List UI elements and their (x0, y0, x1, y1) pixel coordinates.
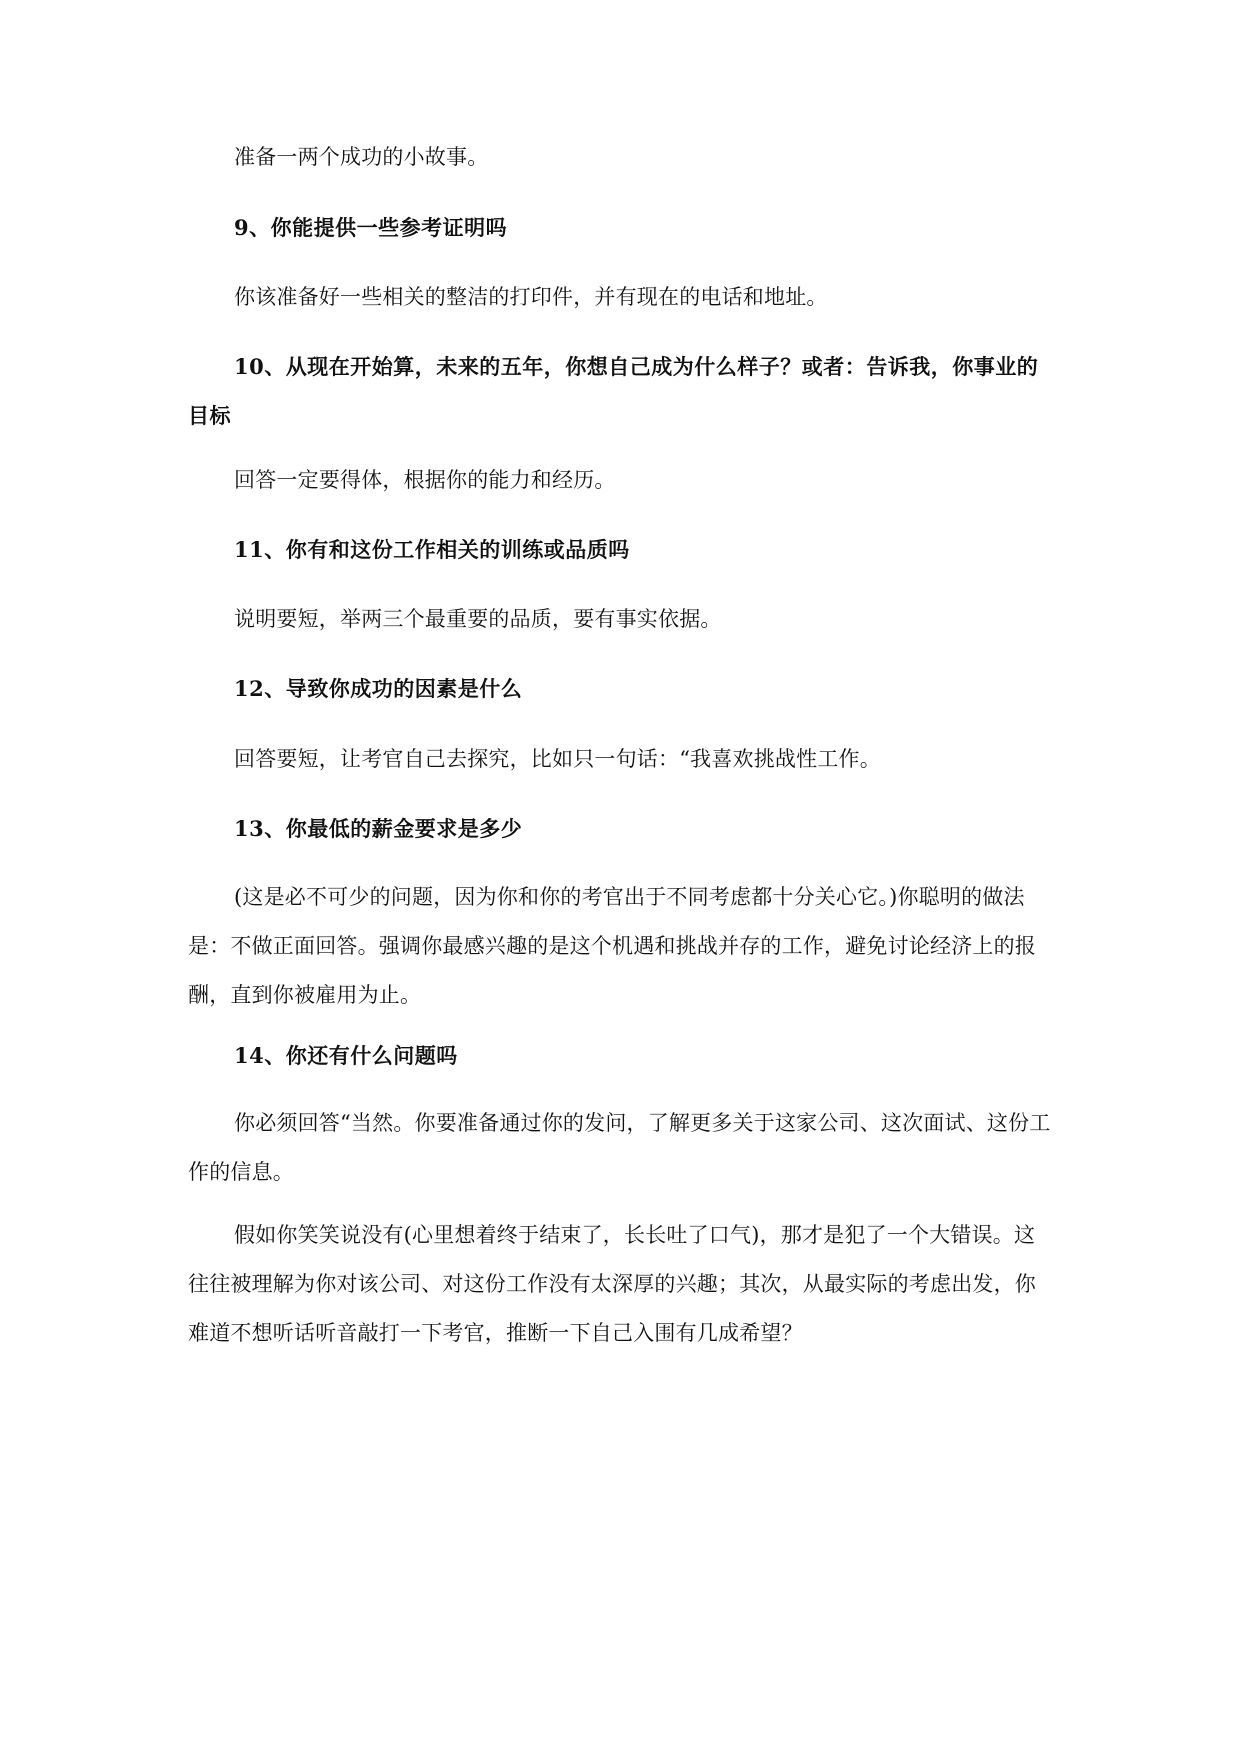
paragraph-prepare-stories: 准备一两个成功的小故事。 (234, 145, 489, 169)
answer-11-paragraph: 说明要短，举两三个最重要的品质，要有事实依据。 (234, 607, 722, 631)
question-9-heading: 9、你能提供一些参考证明吗 (234, 215, 508, 240)
question-14-heading: 14、你还有什么问题吗 (234, 1043, 458, 1068)
answer-14-followup-paragraph: 假如你笑笑说没有(心里想着终于结束了，长长吐了口气)，那才是犯了一个大错误。这往往被理解为你对该公司、对这份工作没有太深厚的兴趣；其次，从最实际的考虑出发，你难道不想听话听音敲打一下考官，推断一下自己入围有几成希望？ (188, 1223, 1036, 1345)
question-13-heading: 13、你最低的薪金要求是多少 (234, 816, 523, 841)
answer-12-paragraph: 回答要短，让考官自己去探究，比如只一句话：“我喜欢挑战性工作。 (234, 747, 881, 771)
question-12-heading: 12、导致你成功的因素是什么 (234, 676, 523, 701)
question-10-heading: 10、从现在开始算，未来的五年，你想自己成为什么样子？或者：告诉我，你事业的目标 (188, 354, 1039, 428)
answer-9-paragraph: 你该准备好一些相关的整洁的打印件，并有现在的电话和地址。 (234, 285, 828, 309)
answer-10-paragraph: 回答一定要得体，根据你的能力和经历。 (234, 468, 616, 492)
answer-13-paragraph: (这是必不可少的问题，因为你和你的考官出于不同考虑都十分关心它。)你聪明的做法是：不做正面回答。强调你最感兴趣的是这个机遇和挑战并存的工作，避免讨论经济上的报酬，直到你被雇用为止。 (188, 885, 1036, 1007)
answer-14-paragraph: 你必须回答“当然。你要准备通过你的发问，了解更多关于这家公司、这次面试、这份工作的信息。 (188, 1111, 1051, 1184)
question-11-heading: 11、你有和这份工作相关的训练或品质吗 (234, 537, 630, 562)
